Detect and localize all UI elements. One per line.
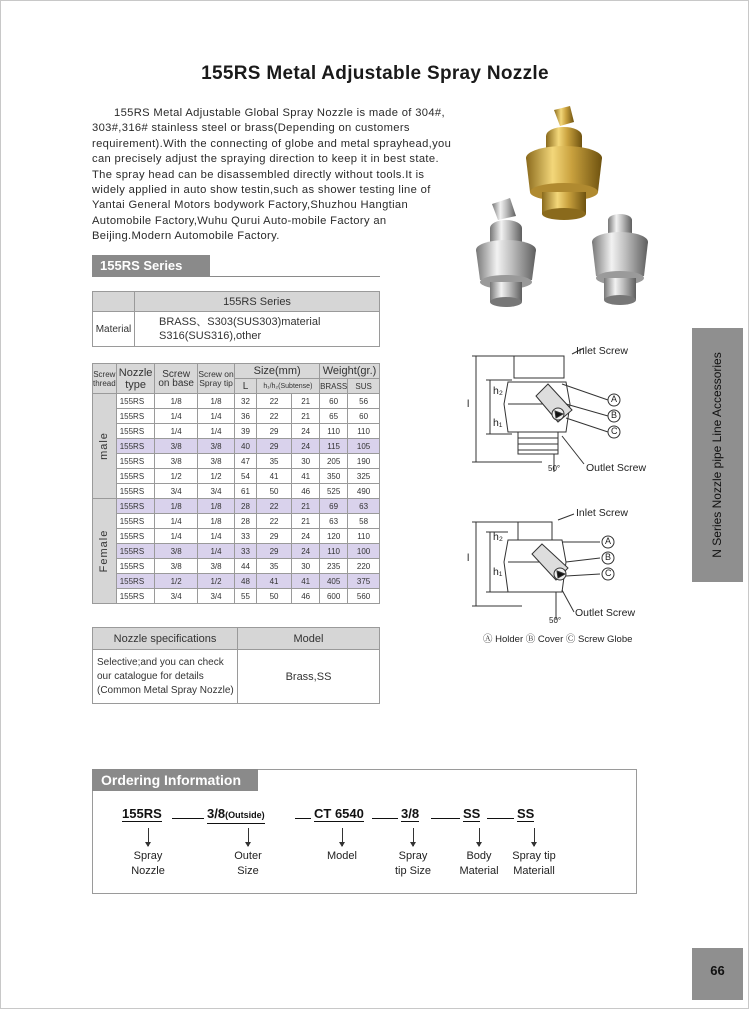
table-cell: 1/8 — [197, 514, 234, 529]
table-cell: 155RS — [116, 559, 155, 574]
table-cell: 3/8 — [155, 454, 197, 469]
table-cell: 29 — [256, 544, 292, 559]
angle-label-2: 50° — [549, 616, 562, 625]
table-cell: 39 — [235, 424, 256, 439]
table-cell: 29 — [256, 529, 292, 544]
table-cell: 1/8 — [197, 499, 234, 514]
diagram-legend: Ⓐ Holder Ⓑ Cover Ⓒ Screw Globe — [483, 634, 633, 645]
header-size: Size(mm) — [235, 364, 320, 379]
table-cell: 235 — [320, 559, 348, 574]
table-cell: 1/4 — [197, 424, 234, 439]
table-cell: 40 — [235, 439, 256, 454]
table-cell: 100 — [348, 544, 380, 559]
table-cell: 105 — [348, 439, 380, 454]
table-cell: 1/4 — [155, 514, 197, 529]
table-cell: 490 — [348, 484, 380, 499]
inlet-screw-label-1: Inlet Screw — [576, 345, 628, 357]
table-cell: 115 — [320, 439, 348, 454]
table-cell: 50 — [256, 589, 292, 604]
table-cell: 350 — [320, 469, 348, 484]
diagram-male — [462, 344, 672, 479]
table-cell: 155RS — [116, 529, 155, 544]
table-row — [93, 589, 380, 604]
table-row — [93, 574, 380, 589]
table-cell: 33 — [235, 544, 256, 559]
order-code-1: 3/8(Outside) — [207, 806, 265, 824]
h1-label-1: h₁ — [493, 417, 503, 429]
nozzle-spec-table — [92, 627, 380, 704]
outlet-screw-label-2: Outlet Screw — [575, 607, 636, 619]
table-cell: 32 — [235, 394, 256, 409]
table-cell: 35 — [256, 559, 292, 574]
table-cell: 600 — [320, 589, 348, 604]
order-connector — [487, 818, 514, 819]
table-cell: 155RS — [116, 394, 155, 409]
page-title: 155RS Metal Adjustable Spray Nozzle — [201, 63, 549, 84]
table-cell: 155RS — [116, 454, 155, 469]
inlet-screw-label-2: Inlet Screw — [576, 507, 628, 519]
h2-label-2: h₂ — [493, 531, 503, 543]
table-cell: 69 — [320, 499, 348, 514]
table-cell: 63 — [348, 499, 380, 514]
table-cell: 60 — [348, 409, 380, 424]
table-cell: 21 — [292, 514, 320, 529]
table-cell: 1/8 — [155, 499, 197, 514]
table-cell: 44 — [235, 559, 256, 574]
table-row — [93, 469, 380, 484]
table-cell: 155RS — [116, 439, 155, 454]
outlet-screw-label-1: Outlet Screw — [586, 462, 647, 474]
order-label-2: Model — [327, 850, 357, 862]
steel-nozzle-left-photo — [476, 198, 536, 307]
table-cell: 155RS — [116, 484, 155, 499]
table-cell: 525 — [320, 484, 348, 499]
table-row — [93, 409, 380, 424]
table-cell: 190 — [348, 454, 380, 469]
table-cell: 47 — [235, 454, 256, 469]
table-cell: 24 — [292, 544, 320, 559]
table-cell: 41 — [256, 469, 292, 484]
table-cell: 3/4 — [155, 589, 197, 604]
model-value: Brass,SS — [238, 650, 380, 704]
order-arrow — [248, 828, 249, 846]
order-arrow — [413, 828, 414, 846]
table-cell: 30 — [292, 559, 320, 574]
table-cell: 48 — [235, 574, 256, 589]
table-cell: 3/8 — [155, 544, 197, 559]
table-cell: 56 — [348, 394, 380, 409]
table-cell: 1/2 — [155, 469, 197, 484]
table-cell: 220 — [348, 559, 380, 574]
order-connector — [295, 818, 311, 819]
l-label-1: l — [467, 398, 470, 410]
table-row — [93, 394, 380, 409]
table-cell: 61 — [235, 484, 256, 499]
header-brass: BRASS — [320, 379, 348, 394]
spec-table — [92, 363, 380, 604]
table-cell: 110 — [320, 424, 348, 439]
table-cell: 1/8 — [197, 394, 234, 409]
table-row — [93, 514, 380, 529]
order-arrow — [342, 828, 343, 846]
order-arrow — [148, 828, 149, 846]
table-row — [93, 424, 380, 439]
order-connector — [172, 818, 204, 819]
table-row — [93, 544, 380, 559]
table-cell: 21 — [292, 409, 320, 424]
table-row — [93, 499, 380, 514]
table-cell: 205 — [320, 454, 348, 469]
table-cell: 3/8 — [155, 559, 197, 574]
order-code-2: CT 6540 — [314, 806, 364, 821]
table-cell: 1/2 — [197, 574, 234, 589]
table-cell: 28 — [235, 514, 256, 529]
table-cell: 41 — [292, 469, 320, 484]
table-cell: 63 — [320, 514, 348, 529]
table-cell: 3/8 — [197, 439, 234, 454]
group-label: Female — [98, 529, 111, 573]
table-cell: 3/4 — [197, 484, 234, 499]
table-cell: 1/4 — [155, 424, 197, 439]
order-code-4: SS — [463, 806, 481, 821]
table-row — [93, 484, 380, 499]
table-cell: 1/8 — [155, 394, 197, 409]
table-cell: 41 — [256, 574, 292, 589]
table-cell: 55 — [235, 589, 256, 604]
table-cell: 325 — [348, 469, 380, 484]
order-code-3: 3/8 — [401, 806, 420, 821]
group-cell — [93, 499, 117, 604]
order-code-0: 155RS — [122, 806, 162, 821]
table-cell: 155RS — [116, 424, 155, 439]
table-cell: 1/4 — [197, 409, 234, 424]
c-label-2: C — [605, 568, 612, 578]
series-table-header: 155RS Series — [135, 292, 380, 312]
table-cell: 33 — [235, 529, 256, 544]
order-label-4: Body Material — [459, 850, 499, 877]
table-cell: 58 — [348, 514, 380, 529]
table-cell: 22 — [256, 409, 292, 424]
table-cell: 375 — [348, 574, 380, 589]
header-screw-thread: Screw thread — [93, 364, 117, 394]
table-cell: 3/4 — [197, 589, 234, 604]
h1-label-2: h₁ — [493, 566, 503, 578]
table-cell: 30 — [292, 454, 320, 469]
table-cell: 60 — [320, 394, 348, 409]
table-cell: 120 — [320, 529, 348, 544]
table-cell: 24 — [292, 529, 320, 544]
table-cell: 110 — [348, 424, 380, 439]
table-cell: 22 — [256, 499, 292, 514]
table-cell: 1/4 — [197, 529, 234, 544]
table-cell: 560 — [348, 589, 380, 604]
page-number: 66 — [692, 948, 743, 1000]
table-cell: 24 — [292, 439, 320, 454]
table-cell: 35 — [256, 454, 292, 469]
material-label: Material — [93, 312, 135, 347]
steel-nozzle-right-photo — [592, 214, 648, 305]
material-value: BRASS、S303(SUS303)material S316(SUS316),other — [135, 312, 380, 347]
table-cell: 29 — [256, 424, 292, 439]
b-label-1: B — [611, 410, 618, 420]
order-label-3: Spray tip Size — [394, 850, 432, 877]
table-cell: 1/2 — [155, 574, 197, 589]
table-cell: 46 — [292, 484, 320, 499]
nozzle-spec-header: Nozzle specifications — [93, 628, 238, 650]
table-cell: 155RS — [116, 514, 155, 529]
table-cell: 3/4 — [155, 484, 197, 499]
table-cell: 21 — [292, 394, 320, 409]
group-cell — [93, 394, 117, 499]
nozzle-spec-description: Selective;and you can check our catalogue for details (Common Metal Spray Nozzle) — [93, 650, 238, 704]
table-cell: 36 — [235, 409, 256, 424]
series-section-line — [210, 276, 380, 277]
table-cell: 3/8 — [155, 439, 197, 454]
product-photo — [470, 100, 670, 325]
table-cell: 405 — [320, 574, 348, 589]
table-row — [93, 529, 380, 544]
header-sus: SUS — [348, 379, 380, 394]
series-section-tag: 155RS Series — [92, 255, 210, 277]
order-connector — [431, 818, 460, 819]
table-cell: 1/4 — [197, 544, 234, 559]
table-row — [93, 454, 380, 469]
order-label-5: Spray tip Materiall — [512, 850, 556, 877]
model-header: Model — [238, 628, 380, 650]
table-cell: 1/4 — [155, 409, 197, 424]
table-cell: 24 — [292, 424, 320, 439]
order-arrow — [534, 828, 535, 846]
table-row — [93, 439, 380, 454]
ordering-section-tag: Ordering Information — [92, 769, 258, 791]
header-h: h₁/h₂(Subtense) — [256, 379, 319, 394]
table-cell: 1/2 — [197, 469, 234, 484]
table-cell: 155RS — [116, 469, 155, 484]
spec-table-body — [93, 394, 380, 604]
table-row — [93, 559, 380, 574]
order-code-5: SS — [517, 806, 535, 821]
l-label-2: l — [467, 552, 470, 564]
header-screw-on-base: Screw on base — [155, 364, 197, 394]
header-weight: Weight(gr.) — [320, 364, 380, 379]
table-cell: 155RS — [116, 544, 155, 559]
table-cell: 3/8 — [197, 454, 234, 469]
table-cell: 1/4 — [155, 529, 197, 544]
header-nozzle-type: Nozzle type — [116, 364, 155, 394]
order-label-1: Outer Size — [234, 850, 262, 877]
order-label-0: Spray Nozzle — [131, 850, 165, 877]
header-l: L — [235, 379, 256, 394]
intro-paragraph: 155RS Metal Adjustable Global Spray Nozzle is made of 304#, 303#,316# stainless steel or brass(Depending on customers requirement).With the connecting of globe and metal sprayhead,you can precisely adjust the spraying direction to keep it in best state. The spray head can be disassembled directly without tools.It is widely applied in auto show testin,such as shower testing line of Yantai General Motors bodywork Factory,Shuzhou Hangtian Automobile Factory,Wuhu Qurui Auto-mobile Factory an Beijing.Modern Automobile Factory. — [92, 107, 452, 243]
series-table — [92, 291, 380, 347]
table-cell: 3/8 — [197, 559, 234, 574]
table-cell: 155RS — [116, 409, 155, 424]
table-cell: 50 — [256, 484, 292, 499]
table-cell: 28 — [235, 499, 256, 514]
b-label-2: B — [605, 552, 612, 562]
table-cell: 41 — [292, 574, 320, 589]
table-cell: 29 — [256, 439, 292, 454]
side-tab-label: N Series Nozzle pipe Line Accessories — [710, 352, 724, 558]
a-label-2: A — [605, 536, 612, 546]
table-cell: 155RS — [116, 574, 155, 589]
table-cell: 22 — [256, 394, 292, 409]
table-cell: 65 — [320, 409, 348, 424]
angle-label-1: 50° — [548, 464, 561, 473]
group-label: male — [98, 432, 111, 460]
table-cell: 54 — [235, 469, 256, 484]
order-connector — [372, 818, 398, 819]
brass-nozzle-photo — [526, 106, 602, 220]
a-label-1: A — [611, 394, 618, 404]
table-cell: 110 — [320, 544, 348, 559]
order-arrow — [479, 828, 480, 846]
table-cell: 155RS — [116, 589, 155, 604]
table-cell: 110 — [348, 529, 380, 544]
h2-label-1: h₂ — [493, 385, 503, 397]
c-label-1: C — [611, 426, 618, 436]
header-screw-on-tip: Screw on Spray tip — [197, 364, 234, 394]
table-cell: 22 — [256, 514, 292, 529]
table-cell: 21 — [292, 499, 320, 514]
table-cell: 155RS — [116, 499, 155, 514]
table-cell: 46 — [292, 589, 320, 604]
